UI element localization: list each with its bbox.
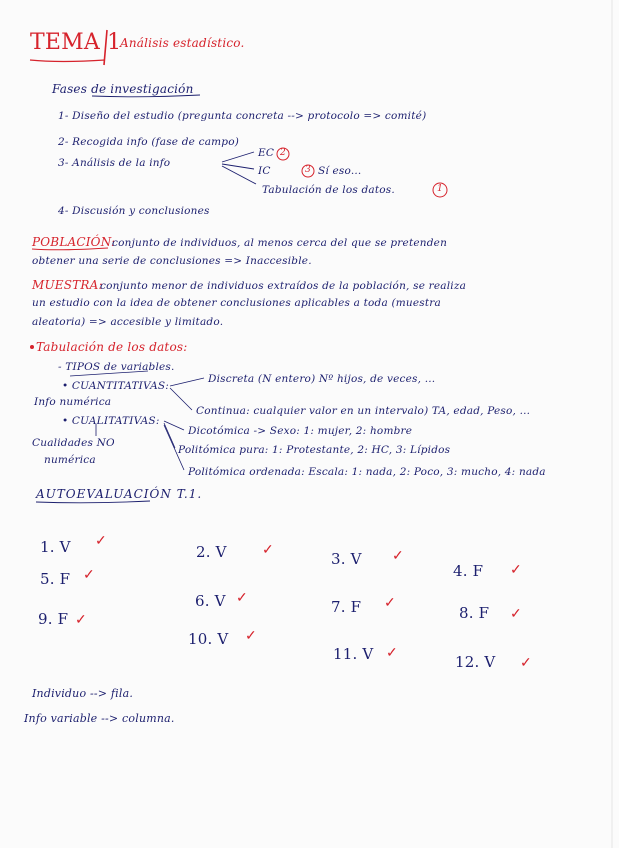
circle-2 [277,148,289,160]
info-numerica-note: Info numérica [34,396,112,408]
tema-title: TEMA 1 [30,30,122,55]
answer-10-check: ✓ [245,628,257,644]
politomica-ordenada-text: Politómica ordenada: Escala: 1: nada, 2: Poco, 3: mucho, 4: nada [188,466,546,478]
dicotomica-text: Dicotómica -> Sexo: 1: mujer, 2: hombre [188,425,413,437]
numerica-note: numérica [44,454,96,466]
discreta-text: Discreta (N entero) Nº hijos, de veces, ... [208,373,436,385]
footer-line-2: Info variable --> columna. [24,712,175,725]
answer-5: 5. F [40,570,71,588]
answer-7-check: ✓ [384,595,396,611]
answer-1: 1. V [40,538,71,556]
circle-1 [433,183,447,197]
answer-2: 2. V [196,543,227,561]
politomica-pura-text: Politómica pura: 1: Protestante, 2: HC, 3: Lípidos [178,444,451,456]
fase-item-3: 3- Análisis de la info [58,157,171,169]
answer-8: 8. F [459,604,490,622]
autoevaluacion-heading: AUTOEVALUACIÓN T.1. [36,487,203,501]
answer-10: 10. V [188,630,229,648]
circled-number-2: 2 [280,148,286,158]
circled-number-3: 3 [305,165,311,175]
answer-3: 3. V [331,550,362,568]
answer-1-check: ✓ [95,533,107,549]
branch-line-1 [222,152,254,162]
circle-3 [302,165,314,177]
tipos-underline [70,371,148,376]
fase-branch-ec: EC [258,147,275,159]
answer-7: 7. F [331,598,362,616]
circled-number-1: 1 [437,184,443,194]
autoevaluacion-underline [36,501,150,503]
title-underline [30,60,105,62]
answer-11: 11. V [333,645,374,663]
tipos-variables: - TIPOS de variables. [58,361,175,373]
poblacion-line1: conjunto de individuos, al menos cerca del que se pretenden [112,237,448,249]
answer-4-check: ✓ [510,562,522,578]
cuanti-branch-2 [170,388,192,410]
answer-11-check: ✓ [386,645,398,661]
muestra-line1: conjunto menor de individuos extraídos de la población, se realiza [100,280,467,292]
cuantitativas-label: • CUANTITATIVAS: [62,380,169,392]
poblacion-underline [32,248,108,250]
answer-2-check: ✓ [262,542,274,558]
footer-line-1: Individuo --> fila. [32,687,134,700]
muestra-term: MUESTRA: [32,278,103,292]
fase-item-4: 4- Discusión y conclusiones [58,205,210,217]
fase-branch-si: Sí eso... [318,165,362,177]
fases-heading: Fases de investigación [52,82,194,96]
fase-item-2: 2- Recogida info (fase de campo) [58,136,240,148]
fase-item-1: 1- Diseño del estudio (pregunta concreta --> protocolo => comité) [58,110,427,122]
cuali-branch-1 [164,421,184,430]
cuali-branch-2 [164,423,175,448]
answer-12-check: ✓ [520,655,532,671]
answer-9-check: ✓ [75,612,87,628]
title-divider [104,30,107,65]
cualitativas-label: • CUALITATIVAS: [62,415,160,427]
answer-5-check: ✓ [83,567,95,583]
tabulacion-heading: Tabulación de los datos: [36,340,188,354]
poblacion-term: POBLACIÓN: [32,235,116,249]
answer-6-check: ✓ [236,590,248,606]
answer-4: 4. F [453,562,484,580]
fases-underline [92,95,200,97]
answer-12: 12. V [455,653,496,671]
answer-6: 6. V [195,592,226,610]
muestra-line3: aleatoria) => accesible y limitado. [32,316,224,328]
answer-9: 9. F [38,610,69,628]
cualidades-note: Cualidades NO [32,437,115,449]
continua-text: Continua: cualquier valor en un intervalo) TA, edad, Peso, ... [196,405,531,417]
answer-8-check: ✓ [510,606,522,622]
fase-branch-tabulacion: Tabulación de los datos. [262,184,395,196]
poblacion-line2: obtener una serie de conclusiones => Inaccesible. [32,255,312,267]
cuanti-branch-1 [170,378,204,386]
fase-branch-ic: IC [258,165,271,177]
tabulacion-bullet [30,345,34,349]
tema-subtitle: Análisis estadístico. [120,36,245,50]
answer-3-check: ✓ [392,548,404,564]
cuali-branch-3 [164,425,184,470]
muestra-line2: un estudio con la idea de obtener conclusiones aplicables a toda (muestra [32,297,441,309]
